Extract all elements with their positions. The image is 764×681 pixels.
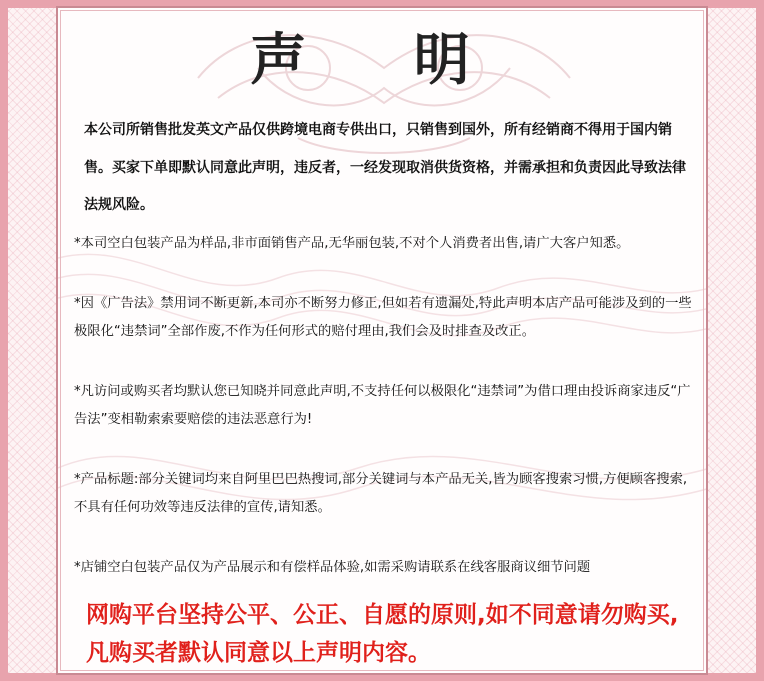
note-product-title: *产品标题:部分关键词均来自阿里巴巴热搜词,部分关键词与本产品无关,皆为顾客搜索习惯,方便顾客搜索,不具有任何功效等违反法律的宣传,请知悉。 (74, 472, 688, 515)
note-buyer-consent: *凡访问或购买者均默认您已知晓并同意此声明,不支持任何以极限化“违禁词”为借口理由投诉商家违反“广告法”变相勒索索要赔偿的违法恶意行为! (74, 384, 691, 427)
closing-statement: 网购平台坚持公平、公正、自愿的原则,如不同意请勿购买,凡购买者默认同意以上声明内容。 (86, 602, 679, 666)
certificate-frame (56, 6, 708, 675)
page-title: 声 明 (250, 28, 514, 93)
main-statement: 本公司所销售批发英文产品仅供跨境电商专供出口，只销售到国外，所有经销商不得用于国内销售。买家下单即默认同意此声明，违反者，一经发现取消供货资格，并需承担和负责因此导致法律法规风险。 (84, 122, 686, 213)
note-advertising-law: *因《广告法》禁用词不断更新,本司亦不断努力修正,但如若有遗漏处,特此声明本店产品可能涉及到的一些极限化“违禁词”全部作废,不作为任何形式的赔付理由,我们会及时排查及改正。 (74, 296, 692, 339)
note-blank-packaging: *店铺空白包装产品仅为产品展示和有偿样品体验,如需采购请联系在线客服商议细节问题 (74, 560, 591, 575)
note-sample-packaging: *本司空白包装产品为样品,非市面销售产品,无华丽包装,不对个人消费者出售,请广大客户知悉。 (74, 236, 630, 251)
